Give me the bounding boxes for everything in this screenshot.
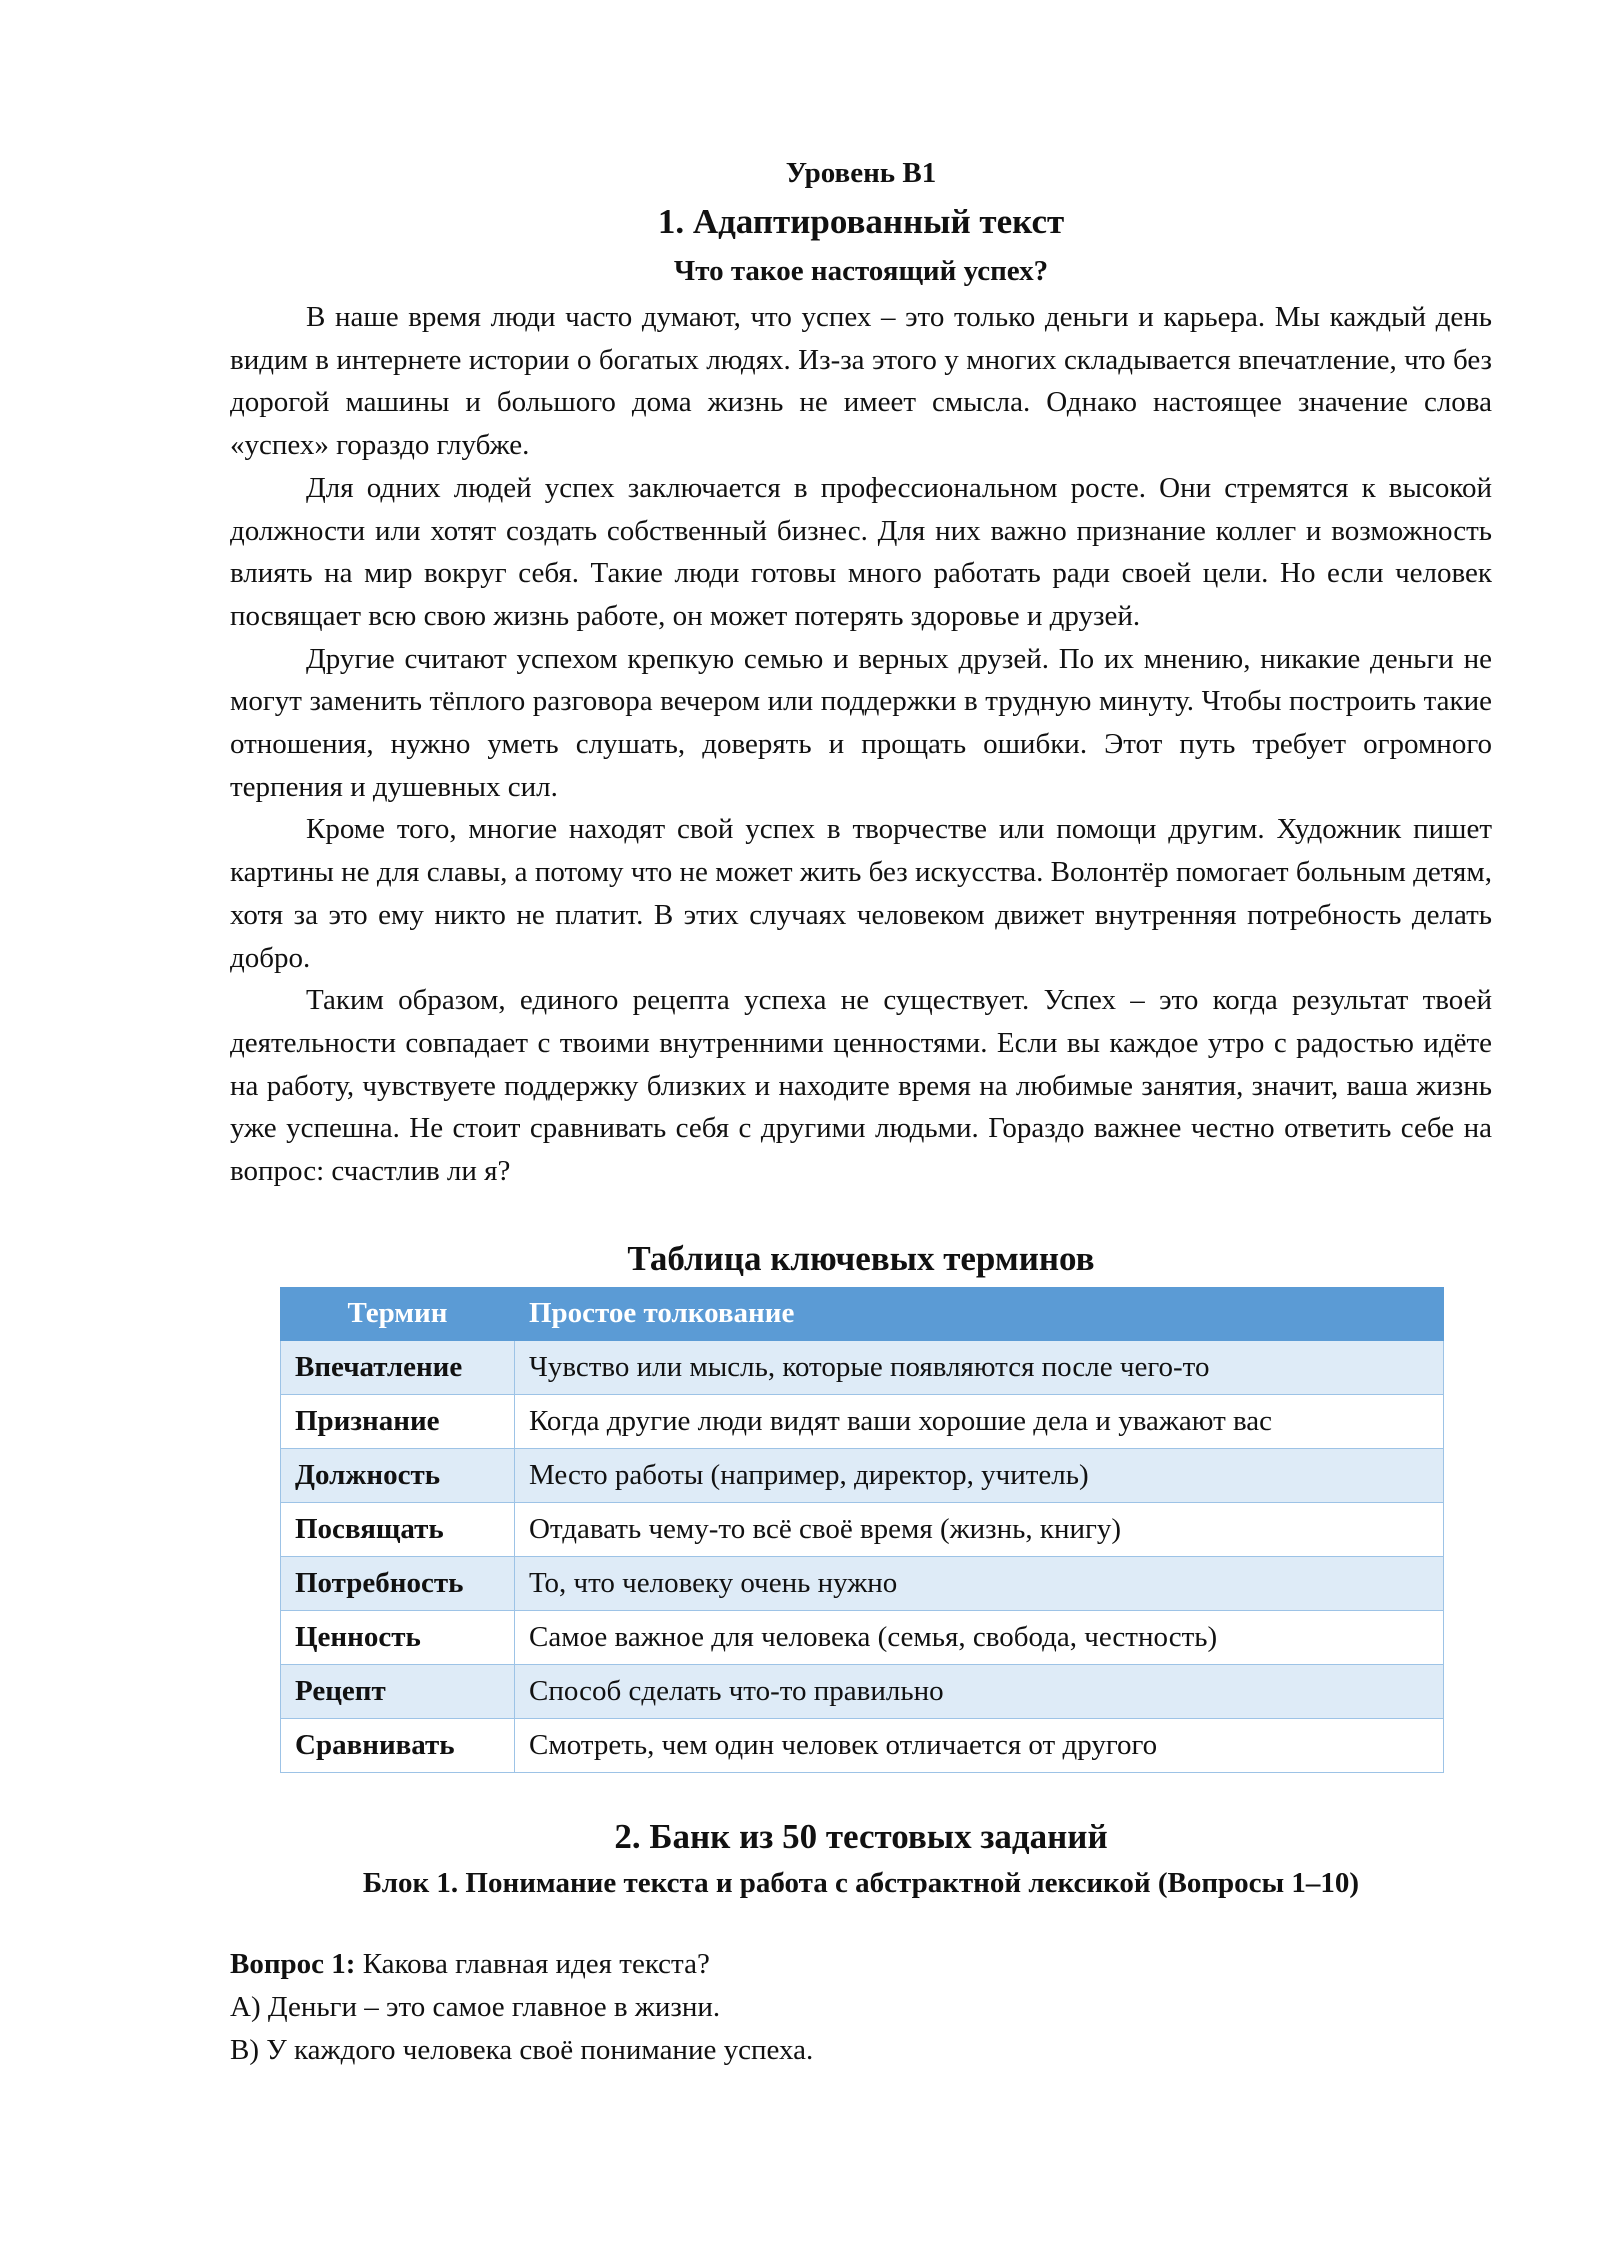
- paragraph: Для одних людей успех заключается в профессиональном росте. Они стремятся к высокой должности или хотят создать собственный бизнес. Для них важно признание коллег и возможность влиять на мир вокруг себя. Такие люди готовы много работать ради своей цели. Но если человек посвящает всю свою жизнь работе, он может потерять здоровье и друзей.: [230, 471, 1492, 632]
- table-title: Таблица ключевых терминов: [627, 1238, 1095, 1278]
- table-row: [281, 1664, 1444, 1718]
- answer-option: B) У каждого человека своё понимание успеха.: [230, 2033, 814, 2066]
- level-heading: Уровень B1: [785, 157, 937, 189]
- term-cell: Рецепт: [281, 1664, 515, 1718]
- definition-cell: Чувство или мысль, которые появляются после чего-то: [515, 1340, 1444, 1394]
- text-title: Что такое настоящий успех?: [673, 255, 1049, 287]
- paragraph: Таким образом, единого рецепта успеха не существует. Успех – это когда результат твоей деятельности совпадает с твоими внутренними ценностями. Если вы каждое утро с радостью идёте на работу, чувствуете поддержку близких и находите время на любимые занятия, значит, ваша жизнь уже успешна. Не стоит сравнивать себя с другими людьми. Гораздо важнее честно ответить себе на вопрос: счастлив ли я?: [230, 984, 1492, 1188]
- terms-table: [280, 1287, 1444, 1773]
- document-content: [230, 148, 1492, 2072]
- bank-title: 2. Банк из 50 тестовых заданий: [614, 1816, 1108, 1856]
- column-header-term: Термин: [281, 1287, 515, 1340]
- question-label: Вопрос 1:: [230, 1947, 356, 1980]
- table-row: [281, 1718, 1444, 1772]
- paragraph: В наше время люди часто думают, что успех – это только деньги и карьера. Мы каждый день видим в интернете истории о богатых людях. Из-за этого у многих складывается впечатление, что без дорогой машины и большого дома жизнь не имеет смысла. Однако настоящее значение слова «успех» гораздо глубже.: [230, 301, 1492, 462]
- term-cell: Ценность: [281, 1610, 515, 1664]
- table-row: [281, 1610, 1444, 1664]
- paragraph: Другие считают успехом крепкую семью и верных друзей. По их мнению, никакие деньги не могут заменить тёплого разговора вечером или поддержки в трудную минуту. Чтобы построить такие отношения, нужно уметь слушать, доверять и прощать ошибки. Этот путь требует огромного терпения и душевных сил.: [230, 642, 1492, 803]
- table-row: [281, 1340, 1444, 1394]
- paragraph: Кроме того, многие находят свой успех в творчестве или помощи другим. Художник пишет картины не для славы, а потому что не может жить без искусства. Волонтёр помогает больным детям, хотя за это ему никто не платит. В этих случаях человеком движет внутренняя потребность делать добро.: [230, 813, 1492, 974]
- term-cell: Сравнивать: [281, 1718, 515, 1772]
- column-header-definition: Простое толкование: [515, 1287, 1444, 1340]
- term-cell: Потребность: [281, 1556, 515, 1610]
- definition-cell: Отдавать чему-то всё своё время (жизнь, книгу): [515, 1502, 1444, 1556]
- question-text: Какова главная идея текста?: [355, 1947, 710, 1980]
- term-cell: Впечатление: [281, 1340, 515, 1394]
- table-row: [281, 1394, 1444, 1448]
- section-title: 1. Адаптированный текст: [657, 202, 1065, 241]
- question-1: [230, 1943, 1492, 1986]
- term-cell: Должность: [281, 1448, 515, 1502]
- term-cell: Признание: [281, 1394, 515, 1448]
- table-row: [281, 1448, 1444, 1502]
- term-cell: Посвящать: [281, 1502, 515, 1556]
- answer-option: A) Деньги – это самое главное в жизни.: [230, 1990, 721, 2023]
- definition-cell: Самое важное для человека (семья, свобода, честность): [515, 1610, 1444, 1664]
- definition-cell: То, что человеку очень нужно: [515, 1556, 1444, 1610]
- definition-cell: Когда другие люди видят ваши хорошие дела и уважают вас: [515, 1394, 1444, 1448]
- table-row: [281, 1502, 1444, 1556]
- definition-cell: Смотреть, чем один человек отличается от другого: [515, 1718, 1444, 1772]
- definition-cell: Способ сделать что-то правильно: [515, 1664, 1444, 1718]
- definition-cell: Место работы (например, директор, учитель): [515, 1448, 1444, 1502]
- table-header-row: [281, 1287, 1444, 1340]
- table-row: [281, 1556, 1444, 1610]
- block-title: Блок 1. Понимание текста и работа с абстрактной лексикой (Вопросы 1–10): [362, 1866, 1360, 1899]
